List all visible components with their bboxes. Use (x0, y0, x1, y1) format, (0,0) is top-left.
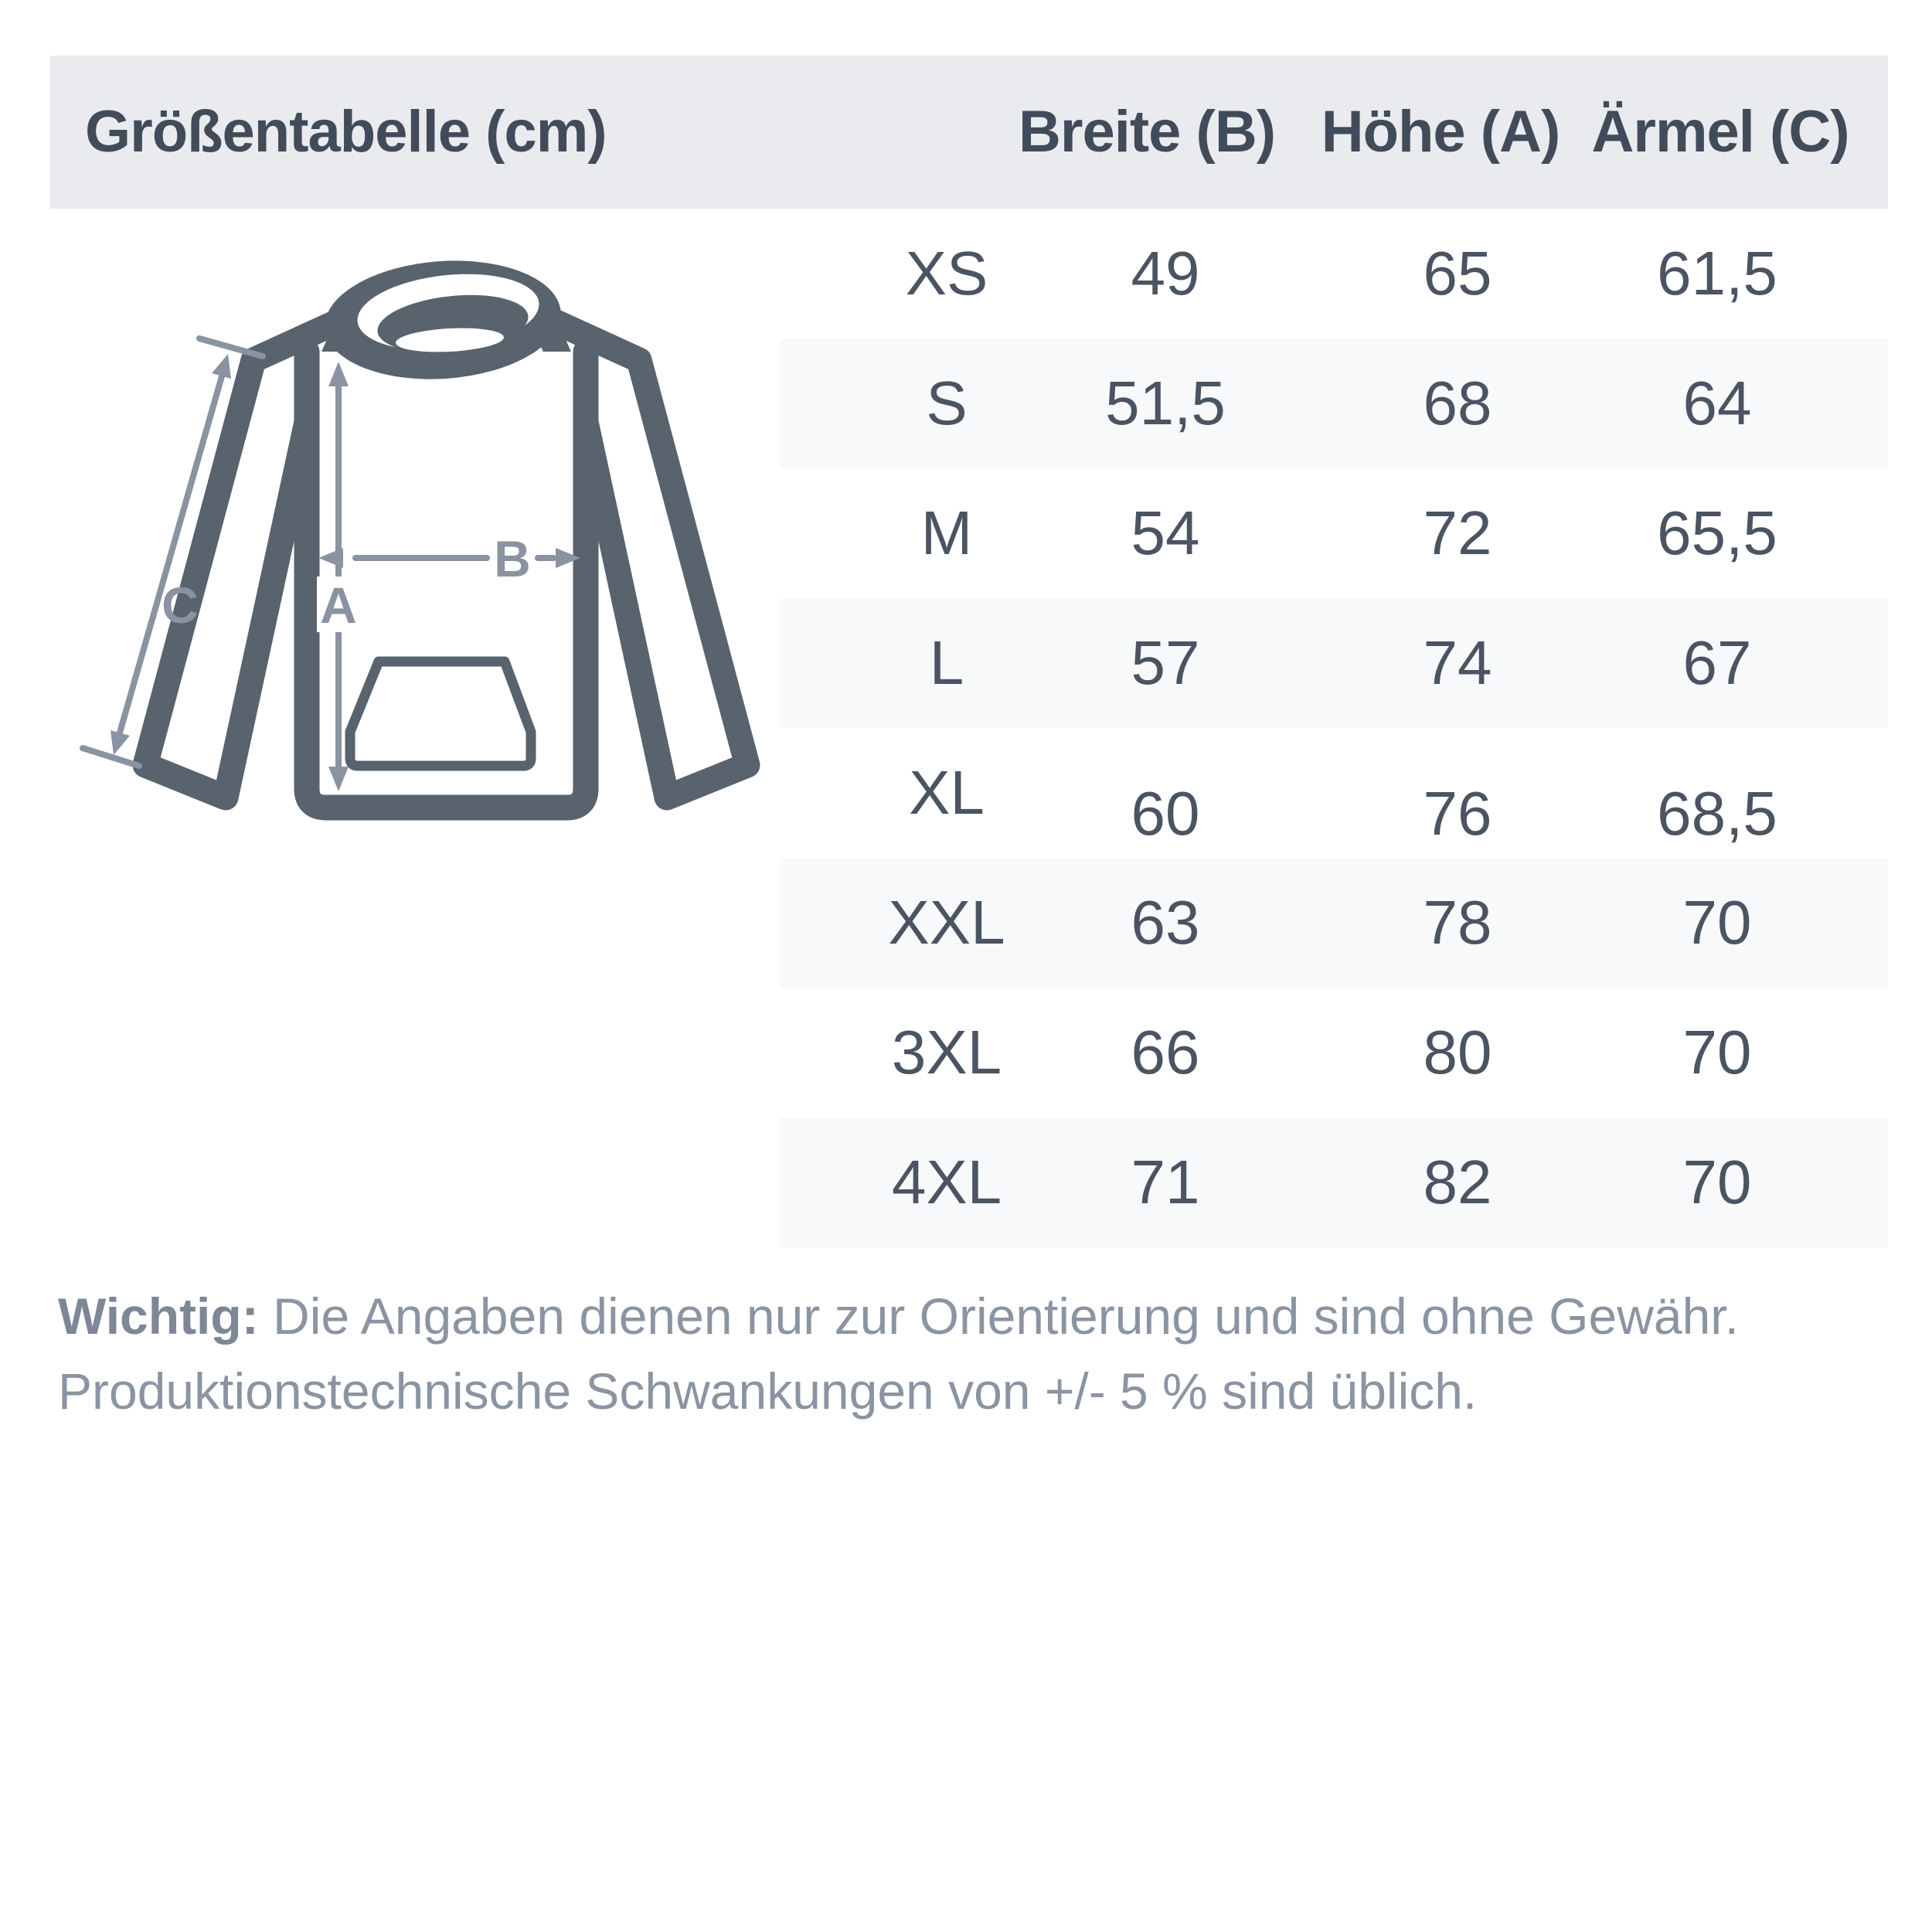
hoodie-measurement-diagram (46, 201, 788, 835)
size-label: L (929, 628, 964, 697)
breite-value: 54 (1131, 498, 1200, 567)
size-table (781, 209, 1888, 1247)
table-header-bar (50, 56, 1888, 209)
aermel-value: 70 (1682, 888, 1752, 957)
size-label: XXL (888, 888, 1005, 957)
measure-label-a: A (320, 577, 357, 634)
size-label: XS (905, 239, 988, 308)
hoehe-value: 74 (1423, 628, 1492, 697)
hoehe-value: 76 (1423, 779, 1492, 848)
aermel-value: 67 (1682, 628, 1752, 697)
aermel-value: 70 (1682, 1018, 1752, 1087)
size-label: S (926, 369, 968, 437)
table-row (781, 209, 1888, 338)
column-header-hoehe: Höhe (A) (1321, 99, 1560, 165)
aermel-value: 61,5 (1657, 239, 1777, 308)
breite-value: 63 (1131, 888, 1200, 957)
aermel-value: 65,5 (1657, 498, 1777, 567)
breite-value: 66 (1131, 1018, 1200, 1087)
table-row (781, 1117, 1888, 1247)
breite-value: 51,5 (1105, 369, 1226, 437)
table-row (781, 338, 1888, 468)
breite-value: 71 (1131, 1148, 1200, 1216)
size-label: M (920, 498, 973, 567)
disclaimer-line-1 (58, 1279, 1866, 1354)
column-header-breite: Breite (B) (1018, 99, 1276, 165)
hoehe-value: 68 (1423, 369, 1492, 437)
size-label: 3XL (891, 1018, 1002, 1087)
breite-value: 49 (1131, 239, 1200, 308)
disclaimer-note (58, 1279, 1866, 1429)
hoehe-value: 65 (1423, 239, 1492, 308)
size-chart-title: Größentabelle (cm) (85, 99, 607, 165)
measure-label-b: B (494, 530, 531, 587)
table-row (781, 988, 1888, 1117)
table-row (781, 728, 1888, 858)
breite-value: 60 (1131, 779, 1200, 848)
breite-value: 57 (1131, 628, 1200, 697)
table-row (781, 598, 1888, 728)
disclaimer-line-2: Produktionstechnische Schwankungen von +/- 5 % sind üblich. (58, 1362, 1478, 1420)
size-label: XL (909, 758, 985, 827)
disclaimer-line-1-text: Die Angaben dienen nur zur Orientierung und sind ohne Gewähr. (258, 1287, 1739, 1345)
aermel-value: 64 (1682, 369, 1752, 437)
table-row (781, 468, 1888, 598)
hoodie-pocket (350, 662, 531, 766)
size-label: 4XL (891, 1148, 1002, 1216)
table-row (781, 858, 1888, 988)
hoehe-value: 80 (1423, 1018, 1492, 1087)
hoehe-value: 82 (1423, 1148, 1492, 1216)
hoehe-value: 72 (1423, 498, 1492, 567)
hoehe-value: 78 (1423, 888, 1492, 957)
aermel-value: 70 (1682, 1148, 1752, 1216)
measure-label-c: C (162, 577, 199, 634)
column-header-aermel: Ärmel (C) (1591, 99, 1849, 165)
disclaimer-important-label: Wichtig: (58, 1287, 259, 1345)
aermel-value: 68,5 (1657, 779, 1777, 848)
